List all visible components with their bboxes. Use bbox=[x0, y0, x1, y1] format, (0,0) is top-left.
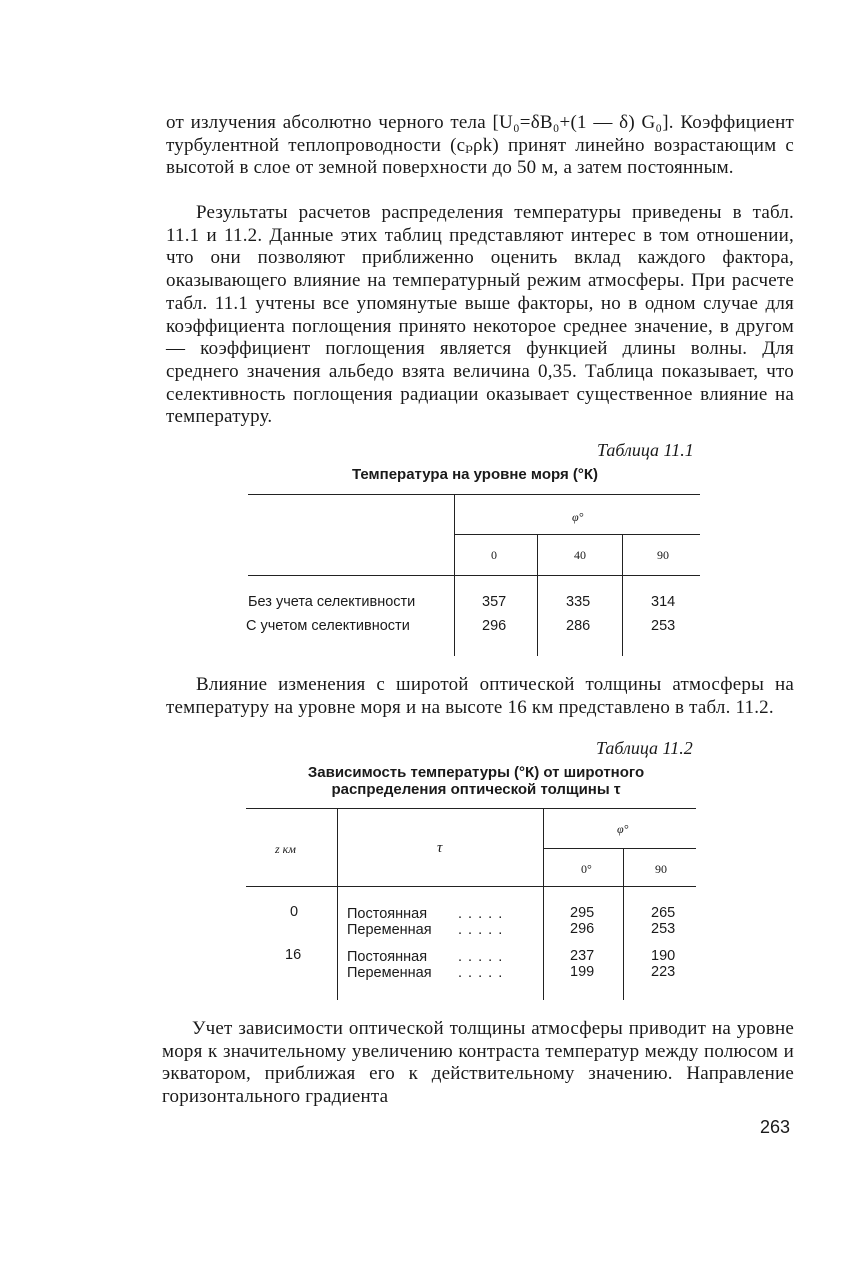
table1-row1-val40: 335 bbox=[566, 594, 591, 610]
table1-col-0: 0 bbox=[491, 548, 497, 562]
table2-header-rule bbox=[246, 886, 696, 887]
table1-phi-rule bbox=[454, 534, 700, 535]
table1-top-rule bbox=[248, 494, 700, 495]
table2-z16-row2-tau: Переменная bbox=[347, 965, 432, 981]
table1-row1-label: Без учета селективности bbox=[248, 594, 416, 610]
table2-z0-row1-tau: Постоянная bbox=[347, 906, 428, 922]
table2-z16-row2-val90: 223 bbox=[651, 964, 676, 980]
table2-dots: . . . . . bbox=[458, 965, 504, 981]
table1-header-rule bbox=[248, 575, 700, 576]
table1-col-divider-1 bbox=[537, 534, 538, 656]
table2-label: Таблица 11.2 bbox=[596, 738, 693, 758]
table1-title: Температура на уровне моря (°К) bbox=[351, 466, 599, 483]
table2-col-0: 0° bbox=[581, 862, 592, 876]
paragraph-1: от излучения абсолютно черного тела [U₀=δB₀+(1 — δ) G₀]. Коэффициент турбулентной теплопроводности (cₚρk) принят линейно возрастающим с высотой в слое от земной поверхности до 50 м, а затем постоянным. bbox=[166, 112, 794, 179]
table2-z16-row1-val0: 237 bbox=[570, 948, 595, 964]
table2-dots: . . . . . bbox=[458, 906, 504, 922]
table1-phi-header: φ° bbox=[572, 510, 584, 524]
table2-z16-row2-val0: 199 bbox=[570, 964, 595, 980]
table1-col-40: 40 bbox=[574, 548, 586, 562]
paragraph-2: Результаты расчетов распределения температуры приведены в табл. 11.1 и 11.2. Данные этих таблиц представляют интерес в том отношении, что они позволяют приближенно оценить вклад каждого фактора, оказывающего влияние на температурный режим атмосферы. При расчете табл. 11.1 учтены все упомянутые выше факторы, но в одном случае для коэффициента поглощения принято некоторое среднее значение, в другом — коэффициент поглощения является функцией длины волны. Для среднего значения альбедо взята величина 0,35. Таблица показывает, что селективность поглощения радиации оказывает существенное влияние на температуру. bbox=[166, 202, 794, 428]
table2-z16-row1-tau: Постоянная bbox=[347, 949, 428, 965]
table2-dots: . . . . . bbox=[458, 949, 504, 965]
table2-title-line1: Зависимость температуры (°К) от широтного bbox=[307, 764, 645, 781]
table2-z0-row1-val90: 265 bbox=[651, 905, 676, 921]
table1-col-divider-2 bbox=[622, 534, 623, 656]
table2-z0: 0 bbox=[290, 904, 299, 920]
paragraph-4: Учет зависимости оптической толщины атмосферы приводит на уровне моря к значительному увеличению контраста температур между полюсом и экватором, приближая его к действительному значению. Направление горизонтального градиента bbox=[162, 1018, 794, 1108]
table2-dots: . . . . . bbox=[458, 922, 504, 938]
table2-phi-header: φ° bbox=[617, 822, 629, 836]
table2-title-line2: распределения оптической толщины τ bbox=[331, 781, 621, 798]
table1-label: Таблица 11.1 bbox=[597, 440, 694, 460]
table1-row2-val40: 286 bbox=[566, 618, 591, 634]
table2-phi-rule bbox=[543, 848, 696, 849]
page-number: 263 bbox=[760, 1117, 791, 1137]
paragraph-3: Влияние изменения с широтой оптической толщины атмосферы на температуру на уровне моря и на высоте 16 км представлено в табл. 11.2. bbox=[166, 674, 794, 718]
table2-z-header: z км bbox=[275, 842, 296, 856]
table2-title bbox=[246, 764, 706, 798]
table2-col-90: 90 bbox=[655, 862, 667, 876]
table2-z0-row2-tau: Переменная bbox=[347, 922, 432, 938]
table1-col-90: 90 bbox=[657, 548, 669, 562]
table1-row1-val90: 314 bbox=[651, 594, 676, 610]
table1-row2-val0: 296 bbox=[482, 618, 507, 634]
table2-z0-row2-val90: 253 bbox=[651, 921, 676, 937]
table2-tau-header: τ bbox=[437, 840, 443, 856]
table1-row2-label: С учетом селективности bbox=[246, 618, 410, 634]
table2-z0-row2-val0: 296 bbox=[570, 921, 595, 937]
table1-row2-val90: 253 bbox=[651, 618, 676, 634]
table2-z16-row1-val90: 190 bbox=[651, 948, 676, 964]
table1-row1-val0: 357 bbox=[482, 594, 507, 610]
table2-z0-row1-val0: 295 bbox=[570, 905, 595, 921]
table2-top-rule bbox=[246, 808, 696, 809]
table2-z-divider bbox=[337, 808, 338, 1000]
table2-z16: 16 bbox=[285, 947, 302, 963]
table2-tau-divider bbox=[543, 808, 544, 1000]
table2-col-divider bbox=[623, 848, 624, 1000]
